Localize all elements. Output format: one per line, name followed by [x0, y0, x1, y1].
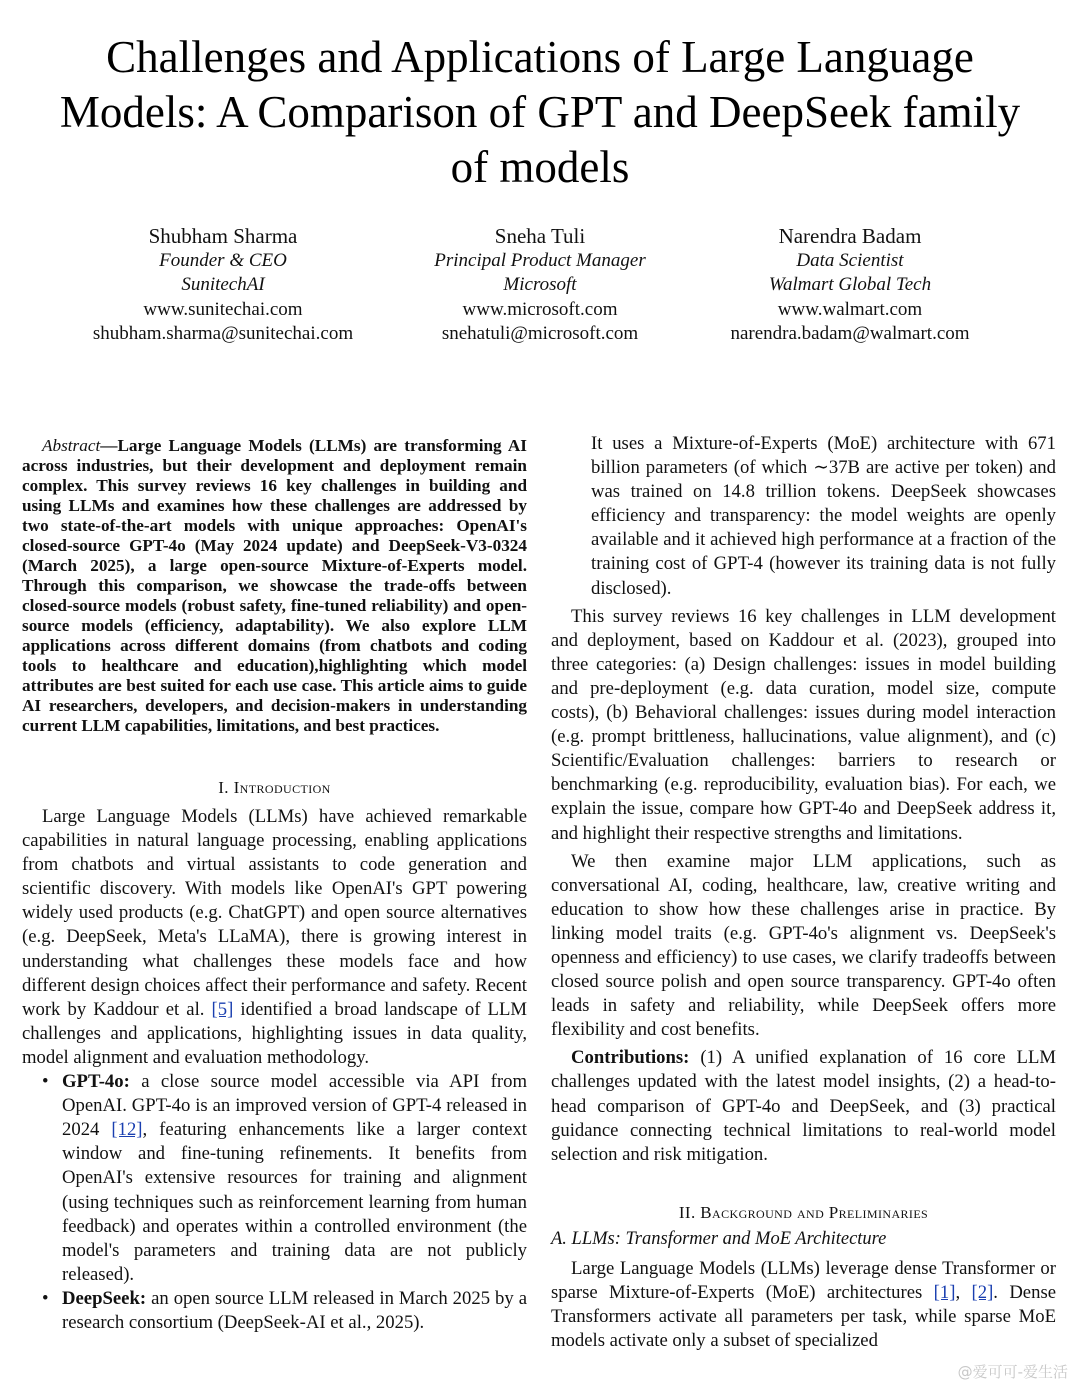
citation-link[interactable]: [1]: [933, 1281, 956, 1303]
author-org: Walmart Global Tech: [768, 274, 932, 295]
author-org: Microsoft: [503, 274, 577, 295]
author-email: shubham.sharma@sunitechai.com: [92, 323, 354, 344]
section-number: II.: [678, 1202, 701, 1222]
author-website: www.sunitechai.com: [143, 298, 303, 320]
author-name: Shubham Sharma: [148, 224, 298, 248]
citation-link[interactable]: [12]: [111, 1119, 143, 1141]
contributions-label: Contributions:: [571, 1047, 690, 1069]
citation-link[interactable]: [2]: [971, 1281, 994, 1303]
author-name: Narendra Badam: [778, 224, 922, 248]
author-block-1: [58, 224, 388, 347]
bullet-icon: •: [42, 1287, 49, 1309]
abstract-text: —Large Language Models (LLMs) are transforming AI across industries, but their development and deployment remain complex. This survey reviews 16 key challenges in building and using LLMs and examines how these challenges are addressed by two state-of-the-art models with unique approaches: OpenAI's closed-source GPT-4o (May 2024 update) and DeepSeek-V3-0324 (March 2025), a large open-source Mixture-of-Experts model. Through this comparison, we showcase the trade-offs between closed-source models (robust safety, fine-tuned reliability) and open-source models (efficiency, adaptability). We also explore LLM applications across different domains (from chatbots and coding tools to healthcare and education),highlighting which model attributes are best suited for each use case. This article aims to guide AI researchers, developers, and decision-makers in understanding current LLM capabilities, limitations, and best practices.: [22, 436, 527, 735]
section-title: Introduction: [233, 778, 331, 797]
left-column: [22, 436, 527, 1335]
list-item-label: GPT-4o:: [62, 1071, 130, 1093]
list-item-gpt4o: • GPT-4o: a close source model accessible via API from OpenAI. GPT-4o is an improved version of GPT-4 released in 2024 [12], featuring enhancements like a larger context window and fine-tuning refinements. It benefits from OpenAI's extensive resources for training and alignment (using techniques such as reinforcement learning from human feedback) and operates within a controlled environment (the model's parameters and training data are not publicly released).: [42, 1071, 527, 1285]
author-website: www.walmart.com: [777, 298, 923, 320]
abstract: [22, 436, 527, 736]
citation-link[interactable]: [5]: [211, 998, 234, 1020]
author-block-2: [375, 224, 705, 347]
list-item-deepseek: • DeepSeek: an open source LLM released in March 2025 by a research consortium (DeepSeek-AI et al., 2025).: [42, 1287, 527, 1333]
paper-title: Challenges and Applications of Large Language Models: A Comparison of GPT and DeepSeek family of models: [59, 32, 1021, 192]
model-list: [22, 1070, 527, 1335]
author-email: narendra.badam@walmart.com: [730, 323, 970, 344]
section-heading-introduction: [22, 778, 527, 798]
subsection-heading: A. LLMs: Transformer and MoE Architecture: [551, 1228, 887, 1249]
bullet-icon: •: [42, 1071, 49, 1093]
intro-paragraph-3: We then examine major LLM applications, such as conversational AI, coding, healthcare, law, creative writing and education to show how these challenges arise in practice. By linking model traits (e.g. GPT-4o's alignment vs. DeepSeek's openness and efficiency) to use cases, we clarify tradeoffs between closed source polish and open source transparency. GPT-4o often leads in safety and reliability, while DeepSeek offers more flexibility and cost benefits.: [551, 850, 1056, 1041]
section-number: I.: [218, 778, 234, 797]
contributions-paragraph: Contributions: (1) A unified explanation of 16 core LLM challenges updated with the latest model insights, (2) a head-to-head comparison of GPT-4o and DeepSeek, and (3) practical guidance connecting technical limitations to real-world model selection and risk mitigation.: [551, 1047, 1056, 1165]
author-block-3: [685, 224, 1015, 347]
section-title: Background and Preliminaries: [700, 1202, 929, 1222]
list-item-label: DeepSeek:: [62, 1287, 147, 1309]
author-role: Principal Product Manager: [434, 249, 646, 271]
section-heading-background: [551, 1203, 1056, 1223]
author-org: SunitechAI: [181, 274, 265, 295]
right-column: [551, 432, 1056, 1353]
deepseek-continued: It uses a Mixture-of-Experts (MoE) architecture with 671 billion parameters (of which ∼37B are active per token) and was trained on 14.8 trillion tokens. DeepSeek showcases efficiency and transparency: the model weights are openly available and it achieved high performance at a fraction of the training cost of GPT-4 (however its training data is not fully disclosed).: [591, 433, 1056, 599]
author-role: Founder & CEO: [159, 249, 287, 271]
author-email: snehatuli@microsoft.com: [441, 323, 639, 344]
author-role: Data Scientist: [796, 249, 904, 271]
author-website: www.microsoft.com: [462, 298, 618, 320]
intro-paragraph-2: This survey reviews 16 key challenges in LLM development and deployment, based on Kaddour et al. (2023), grouped into three categories: (a) Design challenges: issues in model building and pre-deployment (e.g. data curation, model size, compute costs), (b) Behavioral challenges: issues during model interaction (e.g. prompt brittleness, hallucinations, value alignment), and (c) Scientific/Evaluation challenges: barriers to research or benchmarking (e.g. reproducibility, evaluation bias). For each, we explain the issue, compare how GPT-4o and DeepSeek address it, and highlight their respective strengths and limitations.: [551, 605, 1056, 844]
watermark: @爱可可-爱生活: [957, 1363, 1068, 1381]
abstract-lead: Abstract: [42, 436, 101, 455]
background-paragraph-1: Large Language Models (LLMs) leverage dense Transformer or sparse Mixture-of-Experts (MoE) architectures [1], [2]. Dense Transformers activate all parameters per task, while sparse MoE models activate only a subset of specialized: [551, 1257, 1057, 1352]
intro-paragraph-1: Large Language Models (LLMs) have achieved remarkable capabilities in natural language processing, enabling applications from chatbots and virtual assistants to code generation and scientific discovery. With models like OpenAI's GPT powering widely used products (e.g. ChatGPT) and open source alternatives (e.g. DeepSeek, Meta's LLaMA), there is growing interest in understanding what challenges these models face and how different design choices affect their performance and safety. Recent work by Kaddour et al. [5] identified a broad landscape of LLM challenges and applications, highlighting issues in data quality, model alignment and evaluation methodology.: [22, 806, 527, 1068]
author-name: Sneha Tuli: [494, 224, 586, 248]
